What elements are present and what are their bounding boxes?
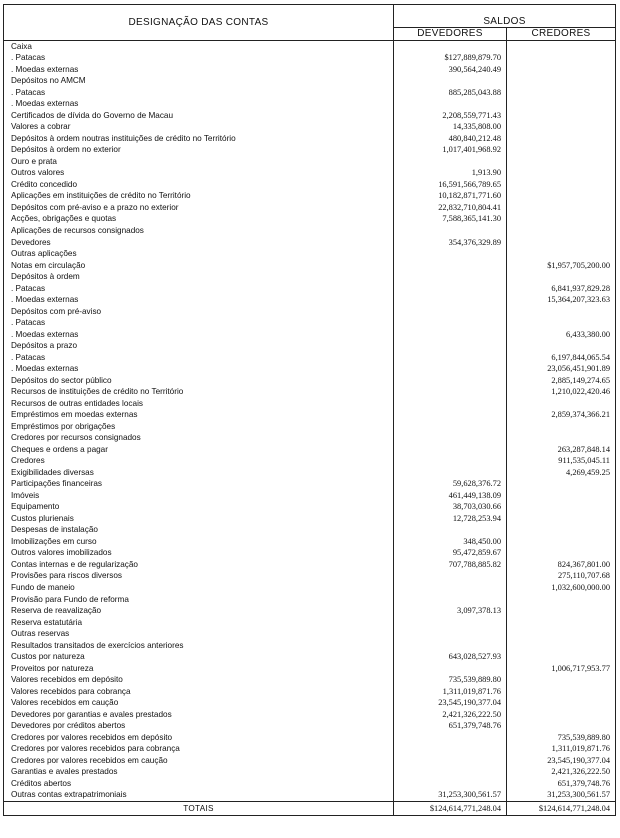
debit-balance bbox=[394, 732, 507, 744]
credit-balance bbox=[507, 398, 616, 410]
account-row bbox=[4, 53, 616, 65]
account-row bbox=[4, 202, 616, 214]
credit-balance: 6,197,844,065.54 bbox=[507, 352, 616, 364]
debit-balance bbox=[394, 225, 507, 237]
debit-balance: 390,564,240.49 bbox=[394, 64, 507, 76]
debit-balance bbox=[394, 743, 507, 755]
account-name: Outros valores imobilizados bbox=[4, 548, 394, 560]
debit-balance bbox=[394, 778, 507, 790]
account-row bbox=[4, 306, 616, 318]
account-row bbox=[4, 548, 616, 560]
account-name: Outras aplicações bbox=[4, 248, 394, 260]
debit-balance: 14,335,808.00 bbox=[394, 122, 507, 134]
header-saldos: SALDOS bbox=[394, 5, 616, 28]
account-row bbox=[4, 352, 616, 364]
account-row bbox=[4, 697, 616, 709]
account-name: Resultados transitados de exercícios anteriores bbox=[4, 640, 394, 652]
credit-balance bbox=[507, 640, 616, 652]
credit-balance bbox=[507, 122, 616, 134]
account-row bbox=[4, 490, 616, 502]
account-name: Fundo de maneio bbox=[4, 582, 394, 594]
credit-balance: $1,957,705,200.00 bbox=[507, 260, 616, 272]
debit-balance bbox=[394, 248, 507, 260]
account-name: Ouro e prata bbox=[4, 156, 394, 168]
debit-balance bbox=[394, 306, 507, 318]
account-name: Valores a cobrar bbox=[4, 122, 394, 134]
account-name: Cheques e ordens a pagar bbox=[4, 444, 394, 456]
debit-balance: 2,421,326,222.50 bbox=[394, 709, 507, 721]
account-row bbox=[4, 617, 616, 629]
account-name: Depósitos a prazo bbox=[4, 340, 394, 352]
credit-balance bbox=[507, 548, 616, 560]
debit-balance bbox=[394, 444, 507, 456]
account-row bbox=[4, 225, 616, 237]
account-row bbox=[4, 513, 616, 525]
account-name: Créditos abertos bbox=[4, 778, 394, 790]
account-name: Equipamento bbox=[4, 502, 394, 514]
account-row bbox=[4, 191, 616, 203]
credit-balance bbox=[507, 110, 616, 122]
debit-balance: 59,628,376.72 bbox=[394, 479, 507, 491]
credit-balance bbox=[507, 502, 616, 514]
account-row bbox=[4, 64, 616, 76]
credit-balance bbox=[507, 720, 616, 732]
debit-balance bbox=[394, 410, 507, 422]
credit-balance: 6,841,937,829.28 bbox=[507, 283, 616, 295]
account-row bbox=[4, 594, 616, 606]
credit-balance bbox=[507, 697, 616, 709]
debit-balance bbox=[394, 582, 507, 594]
debit-balance bbox=[394, 156, 507, 168]
account-name: Proveitos por natureza bbox=[4, 663, 394, 675]
account-row bbox=[4, 375, 616, 387]
debit-balance bbox=[394, 340, 507, 352]
account-row bbox=[4, 559, 616, 571]
credit-balance bbox=[507, 99, 616, 111]
debit-balance bbox=[394, 640, 507, 652]
account-name: Provisão para Fundo de reforma bbox=[4, 594, 394, 606]
account-name: Devedores por garantias e avales prestados bbox=[4, 709, 394, 721]
account-name: Outros valores bbox=[4, 168, 394, 180]
debit-balance bbox=[394, 628, 507, 640]
credit-balance bbox=[507, 168, 616, 180]
debit-balance bbox=[394, 467, 507, 479]
account-name: Depósitos do sector público bbox=[4, 375, 394, 387]
account-row bbox=[4, 283, 616, 295]
debit-balance: 480,840,212.48 bbox=[394, 133, 507, 145]
account-row bbox=[4, 732, 616, 744]
credit-balance bbox=[507, 133, 616, 145]
credit-balance: 23,056,451,901.89 bbox=[507, 363, 616, 375]
account-name: Devedores bbox=[4, 237, 394, 249]
account-row bbox=[4, 502, 616, 514]
totals-credores: $124,614,771,248.04 bbox=[507, 802, 616, 816]
credit-balance bbox=[507, 340, 616, 352]
debit-balance bbox=[394, 375, 507, 387]
account-row bbox=[4, 179, 616, 191]
credit-balance: 31,253,300,561.57 bbox=[507, 790, 616, 802]
credit-balance bbox=[507, 237, 616, 249]
account-row bbox=[4, 87, 616, 99]
accounts-rows bbox=[4, 41, 616, 802]
header-designacao: DESIGNAÇÃO DAS CONTAS bbox=[4, 5, 394, 41]
credit-balance: 263,287,848.14 bbox=[507, 444, 616, 456]
account-name: Recursos de outras entidades locais bbox=[4, 398, 394, 410]
account-row bbox=[4, 663, 616, 675]
debit-balance bbox=[394, 571, 507, 583]
debit-balance bbox=[394, 525, 507, 537]
account-name: Custos por natureza bbox=[4, 651, 394, 663]
account-row bbox=[4, 778, 616, 790]
account-row bbox=[4, 363, 616, 375]
totals-devedores: $124,614,771,248.04 bbox=[394, 802, 507, 816]
credit-balance bbox=[507, 87, 616, 99]
account-row bbox=[4, 433, 616, 445]
account-name: Valores recebidos em depósito bbox=[4, 674, 394, 686]
credit-balance: 911,535,045.11 bbox=[507, 456, 616, 468]
debit-balance bbox=[394, 317, 507, 329]
credit-balance bbox=[507, 686, 616, 698]
account-name: Credores bbox=[4, 456, 394, 468]
debit-balance: 16,591,566,789.65 bbox=[394, 179, 507, 191]
account-name: Depósitos no AMCM bbox=[4, 76, 394, 88]
account-row bbox=[4, 410, 616, 422]
account-name: . Patacas bbox=[4, 317, 394, 329]
debit-balance bbox=[394, 456, 507, 468]
account-row bbox=[4, 640, 616, 652]
balance-sheet bbox=[3, 4, 615, 830]
debit-balance: 885,285,043.88 bbox=[394, 87, 507, 99]
debit-balance: 10,182,871,771.60 bbox=[394, 191, 507, 203]
credit-balance bbox=[507, 709, 616, 721]
account-name: Depósitos com pré-aviso e a prazo no exterior bbox=[4, 202, 394, 214]
account-name: . Patacas bbox=[4, 53, 394, 65]
account-row bbox=[4, 133, 616, 145]
header-credores: CREDORES bbox=[507, 27, 616, 40]
totals-row bbox=[4, 802, 616, 816]
debit-balance: 1,311,019,871.76 bbox=[394, 686, 507, 698]
account-name: Outras reservas bbox=[4, 628, 394, 640]
totals-label: TOTAIS bbox=[4, 802, 394, 816]
account-name: Notas em circulação bbox=[4, 260, 394, 272]
debit-balance bbox=[394, 766, 507, 778]
account-name: Acções, obrigações e quotas bbox=[4, 214, 394, 226]
debit-balance bbox=[394, 76, 507, 88]
account-name: Recursos de instituições de crédito no Território bbox=[4, 386, 394, 398]
account-row bbox=[4, 41, 616, 53]
credit-balance: 2,421,326,222.50 bbox=[507, 766, 616, 778]
credit-balance bbox=[507, 64, 616, 76]
debit-balance bbox=[394, 283, 507, 295]
account-name: Depósitos à ordem noutras instituições de crédito no Território bbox=[4, 133, 394, 145]
credit-balance: 4,269,459.25 bbox=[507, 467, 616, 479]
debit-balance: 707,788,885.82 bbox=[394, 559, 507, 571]
debit-balance bbox=[394, 386, 507, 398]
credit-balance bbox=[507, 214, 616, 226]
credit-balance bbox=[507, 605, 616, 617]
account-name: Depósitos com pré-aviso bbox=[4, 306, 394, 318]
credit-balance: 735,539,889.80 bbox=[507, 732, 616, 744]
account-row bbox=[4, 260, 616, 272]
debit-balance: 643,028,527.93 bbox=[394, 651, 507, 663]
credit-balance bbox=[507, 525, 616, 537]
credit-balance bbox=[507, 594, 616, 606]
account-name: Provisões para riscos diversos bbox=[4, 571, 394, 583]
account-name: Empréstimos em moedas externas bbox=[4, 410, 394, 422]
account-row bbox=[4, 571, 616, 583]
account-row bbox=[4, 294, 616, 306]
credit-balance: 1,032,600,000.00 bbox=[507, 582, 616, 594]
debit-balance bbox=[394, 755, 507, 767]
credit-balance bbox=[507, 421, 616, 433]
account-name: Custos plurienais bbox=[4, 513, 394, 525]
header-devedores: DEVEDORES bbox=[394, 27, 507, 40]
account-row bbox=[4, 444, 616, 456]
credit-balance: 2,885,149,274.65 bbox=[507, 375, 616, 387]
credit-balance bbox=[507, 225, 616, 237]
account-name: Aplicações de recursos consignados bbox=[4, 225, 394, 237]
debit-balance bbox=[394, 41, 507, 53]
debit-balance: 354,376,329.89 bbox=[394, 237, 507, 249]
debit-balance: 3,097,378.13 bbox=[394, 605, 507, 617]
account-name: Depósitos à ordem no exterior bbox=[4, 145, 394, 157]
account-name: . Moedas externas bbox=[4, 64, 394, 76]
credit-balance: 1,210,022,420.46 bbox=[507, 386, 616, 398]
credit-balance bbox=[507, 156, 616, 168]
credit-balance bbox=[507, 248, 616, 260]
account-name: Reserva estatutária bbox=[4, 617, 394, 629]
account-row bbox=[4, 790, 616, 802]
debit-balance: 2,208,559,771.43 bbox=[394, 110, 507, 122]
debit-balance bbox=[394, 329, 507, 341]
account-name: . Patacas bbox=[4, 283, 394, 295]
credit-balance bbox=[507, 53, 616, 65]
account-name: Credores por valores recebidos em caução bbox=[4, 755, 394, 767]
debit-balance: $127,889,879.70 bbox=[394, 53, 507, 65]
account-row bbox=[4, 214, 616, 226]
account-row bbox=[4, 122, 616, 134]
credit-balance bbox=[507, 271, 616, 283]
account-row bbox=[4, 536, 616, 548]
account-name: Depósitos à ordem bbox=[4, 271, 394, 283]
debit-balance bbox=[394, 294, 507, 306]
account-name: Imóveis bbox=[4, 490, 394, 502]
debit-balance: 7,588,365,141.30 bbox=[394, 214, 507, 226]
account-row bbox=[4, 398, 616, 410]
account-row bbox=[4, 582, 616, 594]
account-name: Credores por recursos consignados bbox=[4, 433, 394, 445]
credit-balance bbox=[507, 674, 616, 686]
debit-balance bbox=[394, 271, 507, 283]
account-row bbox=[4, 479, 616, 491]
account-row bbox=[4, 605, 616, 617]
account-row bbox=[4, 755, 616, 767]
account-row bbox=[4, 110, 616, 122]
account-name: Caixa bbox=[4, 41, 394, 53]
debit-balance bbox=[394, 363, 507, 375]
account-name: Devedores por créditos abertos bbox=[4, 720, 394, 732]
account-name: Garantias e avales prestados bbox=[4, 766, 394, 778]
credit-balance bbox=[507, 628, 616, 640]
credit-balance: 651,379,748.76 bbox=[507, 778, 616, 790]
account-name: Valores recebidos em caução bbox=[4, 697, 394, 709]
debit-balance: 1,017,401,968.92 bbox=[394, 145, 507, 157]
account-name: . Moedas externas bbox=[4, 363, 394, 375]
account-name: Reserva de reavalização bbox=[4, 605, 394, 617]
credit-balance bbox=[507, 41, 616, 53]
account-name: Crédito concedido bbox=[4, 179, 394, 191]
account-name: Aplicações em instituições de crédito no Território bbox=[4, 191, 394, 203]
account-row bbox=[4, 317, 616, 329]
debit-balance bbox=[394, 663, 507, 675]
credit-balance bbox=[507, 536, 616, 548]
account-name: . Patacas bbox=[4, 87, 394, 99]
credit-balance bbox=[507, 617, 616, 629]
credit-balance bbox=[507, 306, 616, 318]
account-name: Valores recebidos para cobrança bbox=[4, 686, 394, 698]
credit-balance: 15,364,207,323.63 bbox=[507, 294, 616, 306]
account-row bbox=[4, 248, 616, 260]
account-row bbox=[4, 686, 616, 698]
account-row bbox=[4, 525, 616, 537]
account-row bbox=[4, 329, 616, 341]
account-name: . Moedas externas bbox=[4, 99, 394, 111]
account-row bbox=[4, 628, 616, 640]
account-name: Imobilizações em curso bbox=[4, 536, 394, 548]
account-name: Participações financeiras bbox=[4, 479, 394, 491]
credit-balance: 824,367,801.00 bbox=[507, 559, 616, 571]
account-row bbox=[4, 271, 616, 283]
debit-balance bbox=[394, 433, 507, 445]
account-row bbox=[4, 76, 616, 88]
debit-balance bbox=[394, 617, 507, 629]
accounts-table bbox=[3, 4, 616, 816]
credit-balance bbox=[507, 490, 616, 502]
credit-balance bbox=[507, 191, 616, 203]
credit-balance bbox=[507, 145, 616, 157]
account-name: Despesas de instalação bbox=[4, 525, 394, 537]
account-row bbox=[4, 651, 616, 663]
account-row bbox=[4, 237, 616, 249]
credit-balance bbox=[507, 479, 616, 491]
account-name: Credores por valores recebidos para cobrança bbox=[4, 743, 394, 755]
credit-balance bbox=[507, 433, 616, 445]
debit-balance bbox=[394, 421, 507, 433]
debit-balance: 95,472,859.67 bbox=[394, 548, 507, 560]
account-row bbox=[4, 709, 616, 721]
credit-balance: 6,433,380.00 bbox=[507, 329, 616, 341]
credit-balance bbox=[507, 202, 616, 214]
account-row bbox=[4, 340, 616, 352]
debit-balance: 348,450.00 bbox=[394, 536, 507, 548]
account-row bbox=[4, 156, 616, 168]
account-name: Certificados de dívida do Governo de Macau bbox=[4, 110, 394, 122]
debit-balance: 22,832,710,804.41 bbox=[394, 202, 507, 214]
account-row bbox=[4, 386, 616, 398]
account-row bbox=[4, 720, 616, 732]
account-row bbox=[4, 467, 616, 479]
debit-balance bbox=[394, 352, 507, 364]
credit-balance: 275,110,707.68 bbox=[507, 571, 616, 583]
account-name: . Patacas bbox=[4, 352, 394, 364]
account-row bbox=[4, 674, 616, 686]
account-row bbox=[4, 743, 616, 755]
debit-balance: 651,379,748.76 bbox=[394, 720, 507, 732]
account-row bbox=[4, 766, 616, 778]
credit-balance bbox=[507, 76, 616, 88]
credit-balance: 1,006,717,953.77 bbox=[507, 663, 616, 675]
credit-balance: 23,545,190,377.04 bbox=[507, 755, 616, 767]
debit-balance bbox=[394, 99, 507, 111]
credit-balance bbox=[507, 317, 616, 329]
debit-balance bbox=[394, 260, 507, 272]
debit-balance bbox=[394, 594, 507, 606]
debit-balance: 461,449,138.09 bbox=[394, 490, 507, 502]
debit-balance: 31,253,300,561.57 bbox=[394, 790, 507, 802]
account-name: Empréstimos por obrigações bbox=[4, 421, 394, 433]
account-row bbox=[4, 456, 616, 468]
account-row bbox=[4, 99, 616, 111]
account-name: Exigibilidades diversas bbox=[4, 467, 394, 479]
account-name: . Moedas externas bbox=[4, 329, 394, 341]
account-row bbox=[4, 421, 616, 433]
debit-balance bbox=[394, 398, 507, 410]
debit-balance: 12,728,253.94 bbox=[394, 513, 507, 525]
debit-balance: 1,913.90 bbox=[394, 168, 507, 180]
account-row bbox=[4, 168, 616, 180]
credit-balance bbox=[507, 179, 616, 191]
account-name: Outras contas extrapatrimoniais bbox=[4, 790, 394, 802]
account-row bbox=[4, 145, 616, 157]
debit-balance: 23,545,190,377.04 bbox=[394, 697, 507, 709]
account-name: Credores por valores recebidos em depósito bbox=[4, 732, 394, 744]
debit-balance: 38,703,030.66 bbox=[394, 502, 507, 514]
credit-balance bbox=[507, 513, 616, 525]
credit-balance: 2,859,374,366.21 bbox=[507, 410, 616, 422]
credit-balance bbox=[507, 651, 616, 663]
account-name: Contas internas e de regularização bbox=[4, 559, 394, 571]
debit-balance: 735,539,889.80 bbox=[394, 674, 507, 686]
account-name: . Moedas externas bbox=[4, 294, 394, 306]
credit-balance: 1,311,019,871.76 bbox=[507, 743, 616, 755]
